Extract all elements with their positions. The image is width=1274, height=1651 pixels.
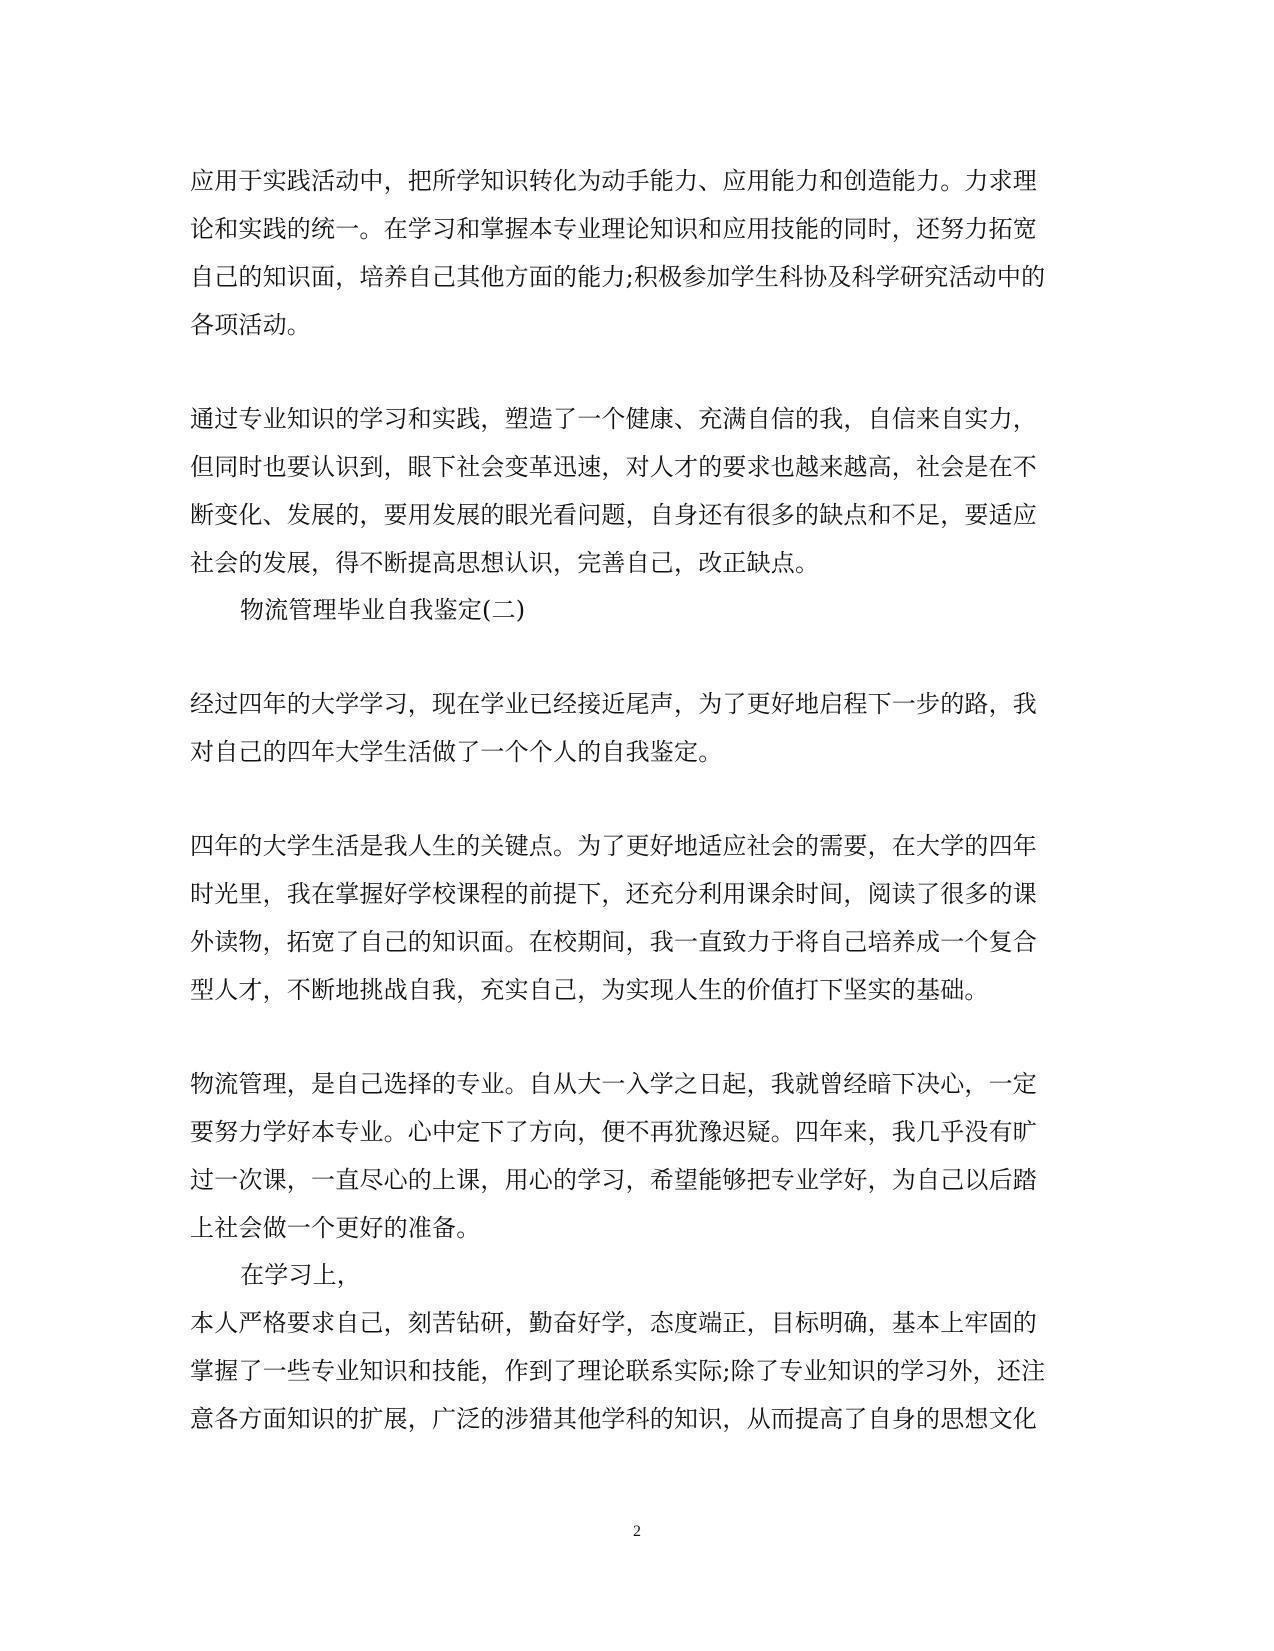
section-heading: 物流管理毕业自我鉴定(二) [240,596,526,624]
text-line: 本人严格要求自己，刻苦钻研，勤奋好学，态度端正，目标明确，基本上牢固的 [190,1309,1037,1337]
text-line: 断变化、发展的，要用发展的眼光看问题，自身还有很多的缺点和不足，要适应 [190,501,1037,529]
text-line: 物流管理，是自己选择的专业。自从大一入学之日起，我就曾经暗下决心，一定 [190,1070,1037,1098]
text-line: 过一次课，一直尽心的上课，用心的学习，希望能够把专业学好，为自己以后踏 [190,1166,1037,1194]
text-line: 四年的大学生活是我人生的关键点。为了更好地适应社会的需要，在大学的四年 [190,832,1037,860]
text-line: 型人才，不断地挑战自我，充实自己，为实现人生的价值打下坚实的基础。 [190,976,989,1004]
page-number: 2 [633,1523,641,1540]
text-line: 对自己的四年大学生活做了一个个人的自我鉴定。 [190,738,723,766]
text-line: 外读物，拓宽了自己的知识面。在校期间，我一直致力于将自己培养成一个复合 [190,928,1037,956]
text-line: 经过四年的大学学习，现在学业已经接近尾声，为了更好地启程下一步的路，我 [190,690,1037,718]
text-line: 意各方面知识的扩展，广泛的涉猎其他学科的知识，从而提高了自身的思想文化 [190,1405,1037,1433]
text-line: 社会的发展，得不断提高思想认识，完善自己，改正缺点。 [190,549,820,577]
text-line: 在学习上， [240,1261,361,1289]
text-line: 应用于实践活动中，把所学知识转化为动手能力、应用能力和创造能力。力求理 [190,167,1037,195]
text-line: 论和实践的统一。在学习和掌握本专业理论知识和应用技能的同时，还努力拓宽 [190,215,1037,243]
text-line: 掌握了一些专业知识和技能，作到了理论联系实际;除了专业知识的学习外，还注 [190,1357,1046,1385]
text-line: 要努力学好本专业。心中定下了方向，便不再犹豫迟疑。四年来，我几乎没有旷 [190,1118,1037,1146]
text-line: 各项活动。 [190,311,311,339]
text-line: 上社会做一个更好的准备。 [190,1214,481,1242]
text-line: 时光里，我在掌握好学校课程的前提下，还充分利用课余时间，阅读了很多的课 [190,880,1037,908]
text-line: 自己的知识面，培养自己其他方面的能力;积极参加学生科协及科学研究活动中的 [190,263,1046,291]
text-line: 通过专业知识的学习和实践，塑造了一个健康、充满自信的我，自信来自实力， [190,405,1037,433]
text-line: 但同时也要认识到，眼下社会变革迅速，对人才的要求也越来越高，社会是在不 [190,453,1037,481]
